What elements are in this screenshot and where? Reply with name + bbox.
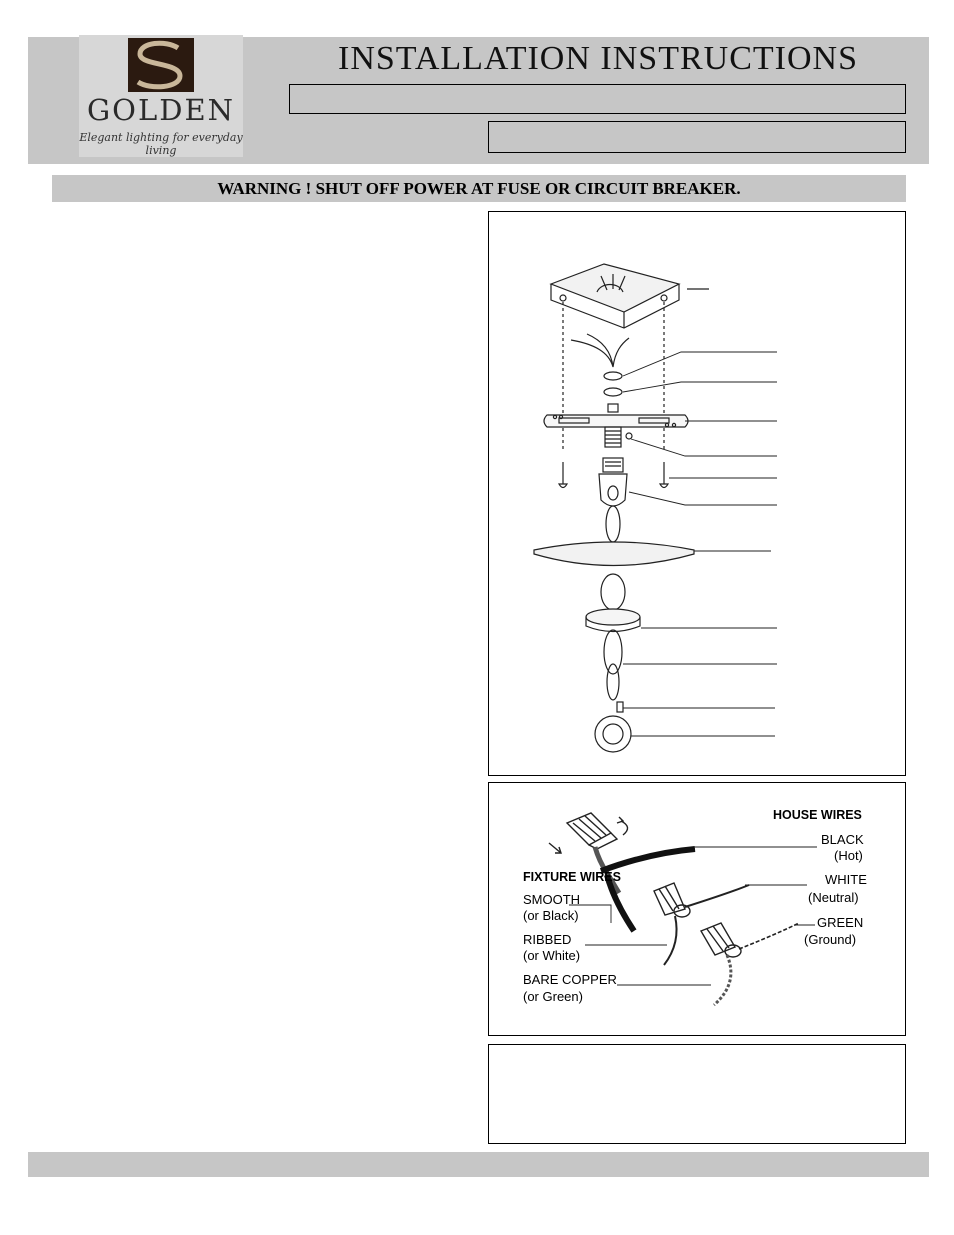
fixture-copper-label: BARE COPPER	[523, 972, 617, 987]
ground-screw-icon	[626, 433, 632, 439]
threaded-nipple-icon	[605, 427, 621, 447]
push-arrow-icon	[549, 843, 561, 853]
brand-name: GOLDEN	[87, 93, 235, 127]
fixture-copper-wire	[714, 955, 731, 1005]
fixture-copper-sublabel: (or Green)	[523, 989, 583, 1004]
wiring-diagram	[488, 782, 906, 1036]
wiring-illustration	[489, 783, 905, 1035]
fixture-ribbed-label: RIBBED	[523, 932, 572, 947]
chain-icon	[606, 506, 620, 542]
fixture-wires-heading: FIXTURE WIRES	[523, 870, 621, 884]
exploded-parts-diagram	[488, 211, 906, 776]
wire-nut-icon	[567, 813, 617, 849]
model-field	[289, 84, 906, 114]
coupling-icon	[603, 458, 623, 472]
ring-icon	[595, 716, 631, 752]
logo-mark-icon	[128, 38, 194, 92]
twist-arrow-icon	[621, 821, 628, 835]
supply-wires-icon	[571, 334, 629, 367]
house-green-wire	[739, 923, 799, 949]
house-green-label: GREEN	[817, 915, 864, 930]
house-white-label: WHITE	[825, 872, 867, 887]
house-black-label: BLACK	[821, 832, 864, 847]
fixture-smooth-label: SMOOTH	[523, 892, 581, 907]
house-black-wire	[601, 849, 695, 871]
fixture-ribbed-sublabel: (or White)	[523, 948, 581, 963]
house-black-sublabel: (Hot)	[834, 848, 863, 863]
warning-bar	[52, 175, 906, 202]
house-white-sublabel: (Neutral)	[808, 890, 859, 905]
page-title: INSTALLATION INSTRUCTIONS	[338, 40, 858, 77]
house-wires-heading: HOUSE WIRES	[773, 808, 862, 822]
exploded-view-illustration	[489, 212, 905, 775]
canopy-icon	[551, 264, 679, 328]
footer-band	[28, 1152, 929, 1177]
fixture-ribbed-wire	[664, 916, 677, 965]
shade-icon	[534, 542, 694, 566]
wire-nut-icon	[654, 883, 690, 917]
loop-icon	[599, 474, 627, 506]
brand-logo	[79, 35, 243, 157]
collar-icon	[586, 609, 640, 632]
wire-nut-icon	[701, 923, 741, 957]
house-green-sublabel: (Ground)	[804, 932, 857, 947]
warning-text: WARNING ! SHUT OFF POWER AT FUSE OR CIRCUIT BREAKER.	[217, 178, 741, 198]
item-field	[488, 121, 906, 153]
fixture-smooth-sublabel: (or Black)	[523, 908, 579, 923]
washer-icon	[604, 388, 622, 396]
brand-tagline: Elegant lighting for everyday living	[79, 131, 243, 157]
crossbar-icon	[544, 415, 688, 427]
house-white-wire	[685, 885, 749, 907]
note-box	[488, 1044, 906, 1144]
lock-nut-icon	[604, 372, 622, 380]
